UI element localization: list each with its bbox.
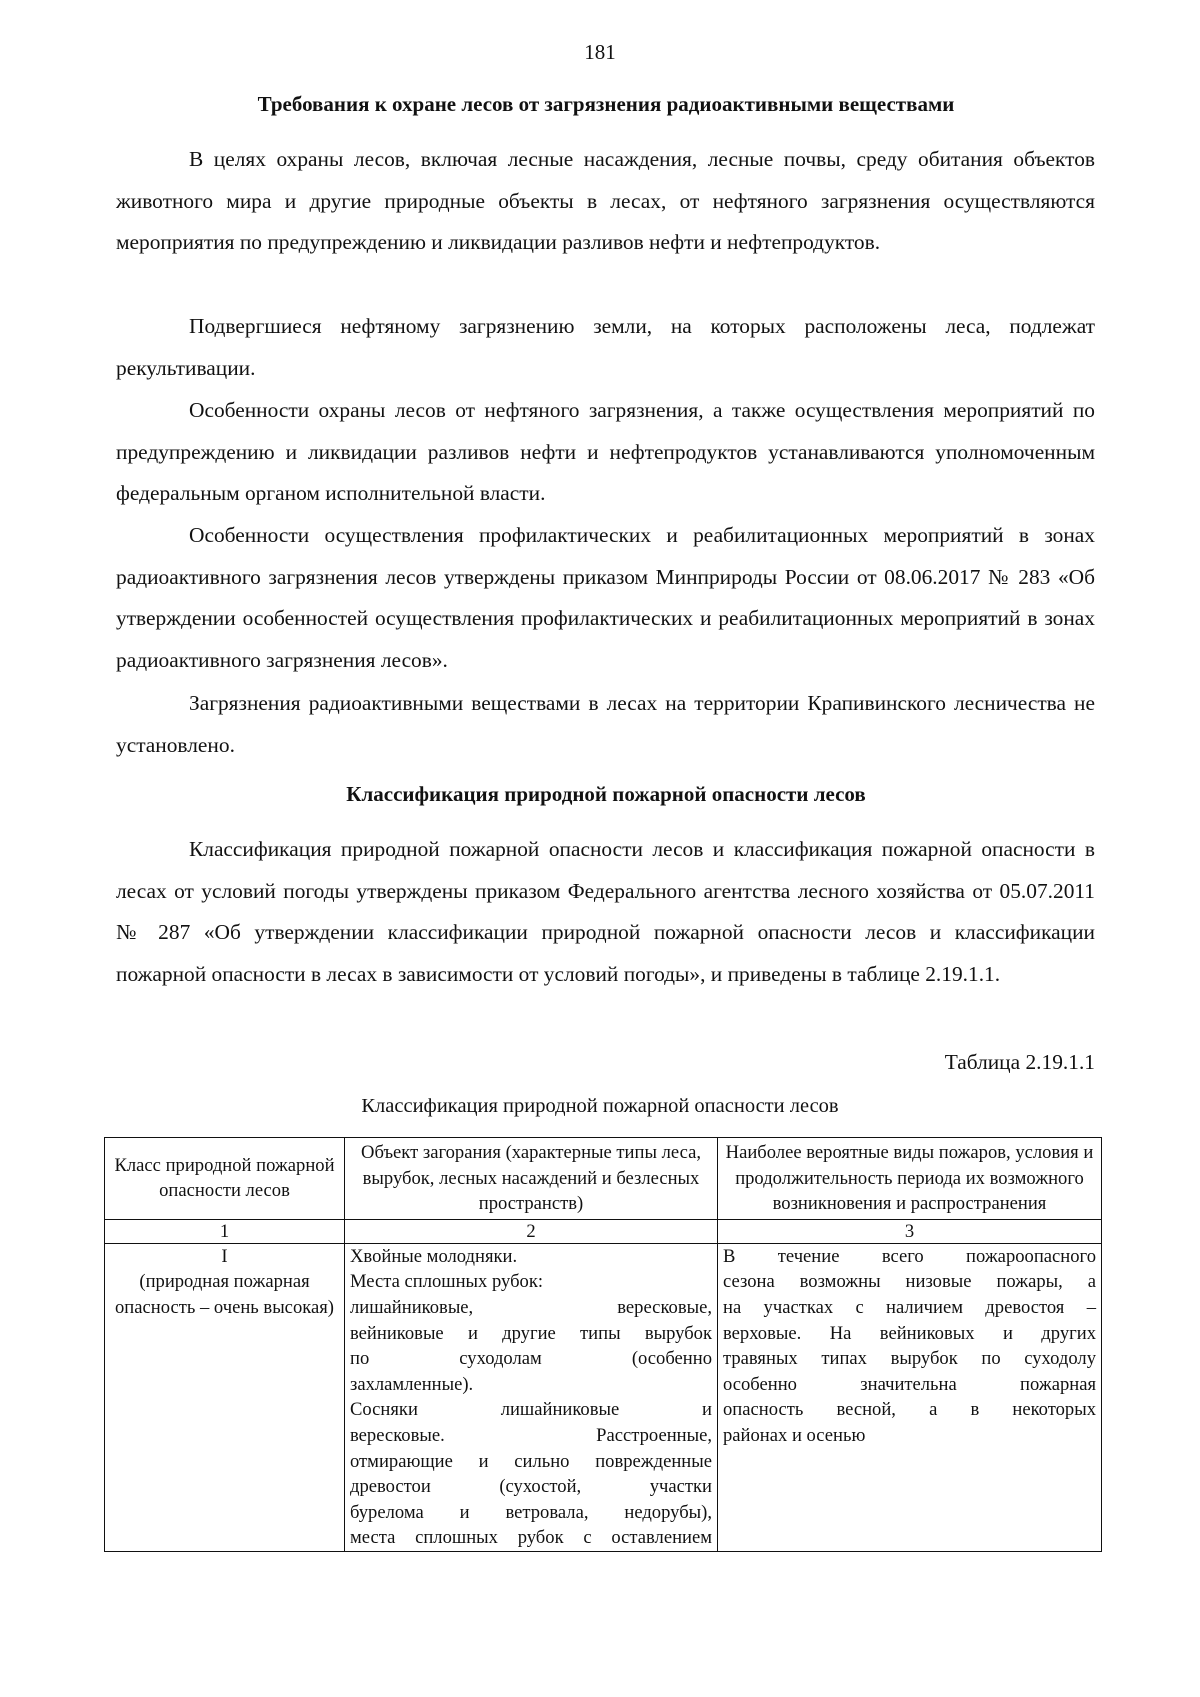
table-header-row bbox=[105, 1138, 1102, 1220]
object-line: Хвойные молодняки. bbox=[350, 1245, 518, 1267]
fire-danger-table bbox=[104, 1137, 1102, 1552]
table-row bbox=[105, 1243, 1102, 1551]
paragraph-radioactive-measures: Особенности осуществления профилактических и реабилитационных мероприятий в зонах радиоактивного загрязнения лесов утверждены приказом Минприроды России от 08.06.2017 № 283 «Об утверждении особенностей осуществления профилактических и реабилитационных мероприятий в зонах радиоактивного загрязнения лесов». bbox=[116, 523, 1095, 672]
object-cell bbox=[345, 1243, 718, 1551]
column-number: 3 bbox=[718, 1219, 1102, 1243]
object-line: вейниковые и другие типы вырубок bbox=[350, 1322, 712, 1344]
fire-line: верховые. На вейниковых и других bbox=[723, 1322, 1096, 1344]
header-fire-types: Наиболее вероятные виды пожаров, условия и продолжительность периода их возможного возникновения и распространения bbox=[718, 1138, 1102, 1220]
object-line: отмирающие и сильно поврежденные bbox=[350, 1450, 712, 1472]
object-line: бурелома и ветровала, недорубы), bbox=[350, 1501, 712, 1523]
object-line: по суходолам (особенно bbox=[350, 1348, 712, 1370]
fire-line: опасность весной, а в некоторых bbox=[723, 1399, 1096, 1421]
section-heading-radioactive: Требования к охране лесов от загрязнения радиоактивными веществами bbox=[257, 92, 955, 116]
paragraph-oil-protection-features: Особенности охраны лесов от нефтяного загрязнения, а также осуществления мероприятий по предупреждению и ликвидации разливов нефти и нефтепродуктов устанавливаются уполномоченным федеральным органом исполнительной власти. bbox=[116, 398, 1095, 506]
object-line: лишайниковые, вересковые, bbox=[350, 1296, 712, 1318]
object-line: места сплошных рубок с оставлением bbox=[350, 1527, 712, 1549]
object-line: захламленные). bbox=[350, 1373, 474, 1395]
class-description: (природная пожарная опасность – очень высокая) bbox=[115, 1271, 334, 1318]
fire-line: на участках с наличием древостоя – bbox=[723, 1296, 1096, 1318]
class-number: I bbox=[221, 1245, 228, 1267]
table-title: Классификация природной пожарной опасности лесов bbox=[361, 1095, 839, 1117]
fire-line: особенно значительна пожарная bbox=[723, 1373, 1096, 1395]
section-heading-fire-classification: Классификация природной пожарной опасности лесов bbox=[346, 782, 866, 806]
table-label: Таблица 2.19.1.1 bbox=[944, 1050, 1095, 1074]
fire-line: травяных типах вырубок по суходолу bbox=[723, 1348, 1096, 1370]
header-object: Объект загорания (характерные типы леса, вырубок, лесных насаждений и безлесных пространств) bbox=[345, 1138, 718, 1220]
paragraph-fire-classification: Классификация природной пожарной опасности лесов и классификация пожарной опасности в лесах от условий погоды утверждены приказом Федерального агентства лесного хозяйства от 05.07.2011 № 287 «Об утверждении классификации природной пожарной опасности лесов и классификации пожарной опасности в лесах в зависимости от условий погоды», и приведены в таблице 2.19.1.1. bbox=[116, 837, 1095, 986]
object-line: Сосняки лишайниковые и bbox=[350, 1399, 712, 1421]
class-cell bbox=[105, 1243, 345, 1551]
table-column-number-row bbox=[105, 1219, 1102, 1243]
object-line: древостои (сухостой, участки bbox=[350, 1476, 712, 1498]
fire-line: В течение всего пожароопасного bbox=[723, 1245, 1096, 1267]
column-number: 1 bbox=[105, 1219, 345, 1243]
paragraph-recultivation: Подвергшиеся нефтяному загрязнению земли, на которых расположены леса, подлежат рекультивации. bbox=[116, 314, 1095, 380]
paragraph-no-contamination: Загрязнения радиоактивными веществами в лесах на территории Крапивинского лесничества не установлено. bbox=[116, 691, 1095, 757]
fire-types-cell bbox=[718, 1243, 1102, 1551]
fire-line: сезона возможны низовые пожары, а bbox=[723, 1271, 1096, 1293]
page-number: 181 bbox=[584, 40, 616, 64]
fire-line: районах и осенью bbox=[723, 1424, 866, 1446]
header-class: Класс природной пожарной опасности лесов bbox=[105, 1138, 345, 1220]
column-number: 2 bbox=[345, 1219, 718, 1243]
object-line: Места сплошных рубок: bbox=[350, 1271, 544, 1293]
object-line: вересковые. Расстроенные, bbox=[350, 1424, 712, 1446]
paragraph-oil-pollution: В целях охраны лесов, включая лесные насаждения, лесные почвы, среду обитания объектов животного мира и другие природные объекты в лесах, от нефтяного загрязнения осуществляются мероприятия по предупреждению и ликвидации разливов нефти и нефтепродуктов. bbox=[116, 147, 1095, 255]
